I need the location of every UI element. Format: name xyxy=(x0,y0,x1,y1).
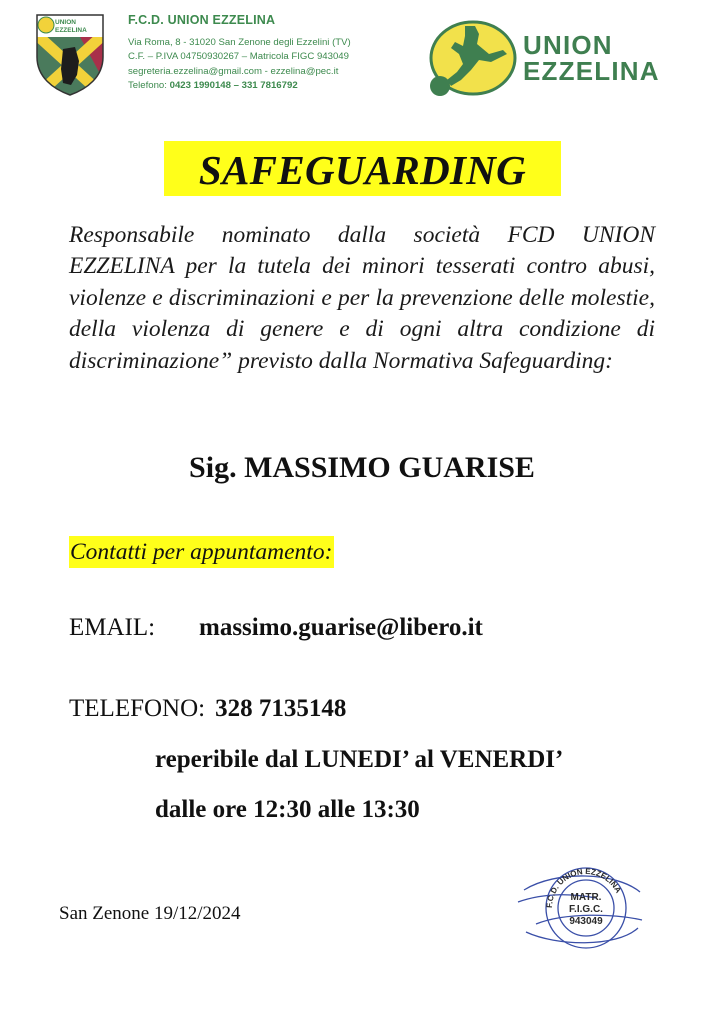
stamp-line-3: 943049 xyxy=(569,916,603,927)
responsible-name: Sig. MASSIMO GUARISE xyxy=(189,451,535,484)
club-name: F.C.D. UNION EZZELINA xyxy=(128,13,276,27)
place-date: San Zenone 19/12/2024 xyxy=(59,903,241,924)
club-emails: segreteria.ezzelina@gmail.com - ezzelina@pec.it xyxy=(128,65,339,77)
club-tax-info: C.F. – P.IVA 04750930267 – Matricola FIGC 943049 xyxy=(128,51,349,63)
contacts-label: Contatti per appuntamento: xyxy=(69,536,334,568)
phone-value[interactable]: 328 7135148 xyxy=(215,695,347,722)
club-info-block xyxy=(128,12,351,94)
email-label: EMAIL: xyxy=(69,614,156,641)
stamp-line-1: MATR. xyxy=(570,892,602,903)
title-highlight xyxy=(164,141,561,196)
club-address: Via Roma, 8 - 31020 San Zenone degli Ezzelini (TV) xyxy=(128,37,351,48)
union-ezzelina-player-logo xyxy=(425,20,520,100)
stamp-ring-text: F.C.D. UNION EZZELINA xyxy=(544,866,623,909)
phone-row xyxy=(69,693,346,725)
shield-logo-text-2: EZZELINA xyxy=(55,27,87,34)
wordmark-line-2: EZZELINA xyxy=(523,56,660,86)
availability-days: reperibile dal LUNEDI’ al VENERDI’ xyxy=(155,746,564,773)
union-ezzelina-wordmark xyxy=(523,32,660,84)
email-value[interactable]: massimo.guarise@libero.it xyxy=(199,614,483,641)
intro-paragraph: Responsabile nominato dalla società FCD UNION EZZELINA per la tutela dei minori tesserati contro abusi, violenze e discriminazioni e per la prevenzione delle molestie, della violenza di genere e di ogni altra condizione di discriminazione” previsto dalla Normativa Safeguarding: xyxy=(69,222,655,374)
email-row xyxy=(69,612,483,644)
club-phone-line xyxy=(128,79,351,93)
stamp-line-2: F.I.G.C. xyxy=(569,904,603,915)
club-phone-label: Telefono: xyxy=(128,80,170,92)
phone-label: TELEFONO: xyxy=(69,695,206,722)
wordmark-line-1: UNION xyxy=(523,30,613,60)
club-shield-logo xyxy=(35,13,105,97)
availability-hours: dalle ore 12:30 alle 13:30 xyxy=(155,796,420,823)
club-phone-numbers: 0423 1990148 – 331 7816792 xyxy=(169,80,298,92)
official-stamp xyxy=(516,862,644,954)
shield-logo-text-1: UNION xyxy=(55,19,76,26)
page-title: SAFEGUARDING xyxy=(198,147,527,193)
